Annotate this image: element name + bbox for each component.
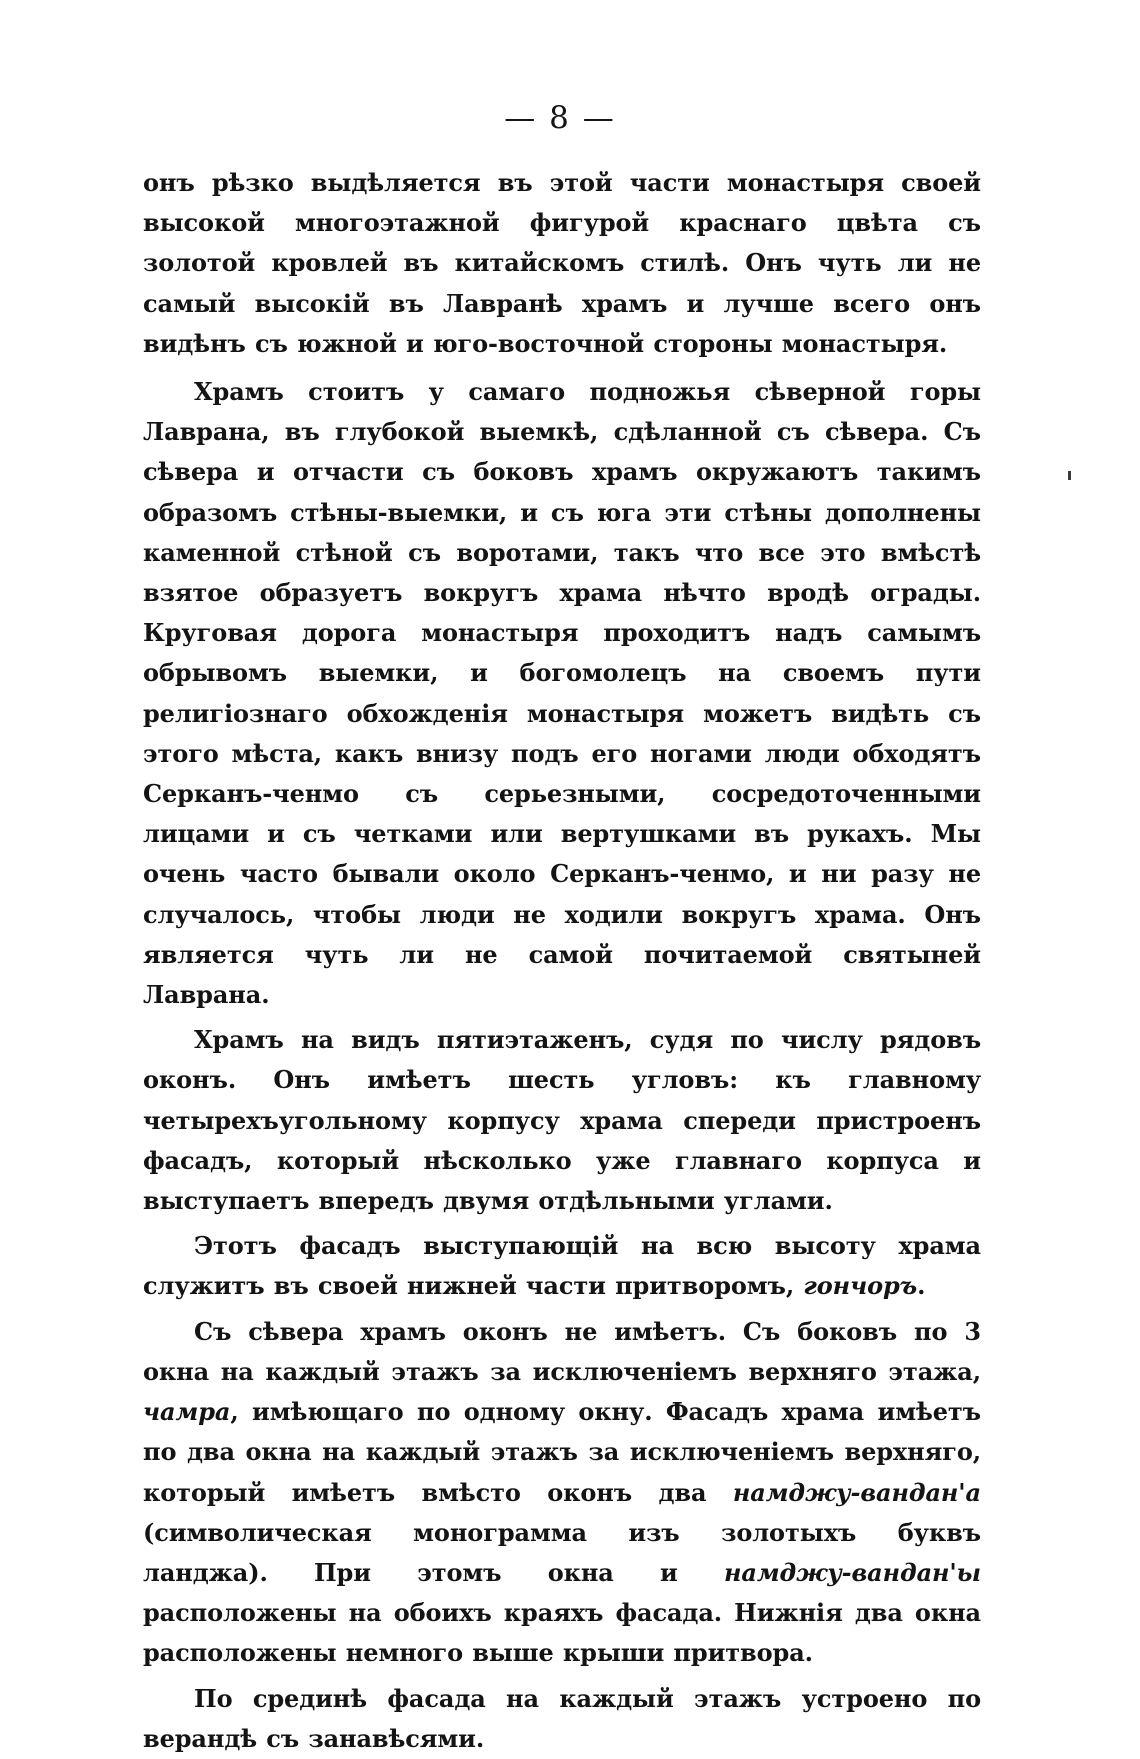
- paragraph-5-text-1: Съ сѣвера храмъ оконъ не имѣетъ. Съ боковъ по 3 окна на каждый этажъ за исключеніемъ верхняго этажа,: [143, 1316, 981, 1386]
- page-number: — 8 —: [504, 100, 616, 136]
- paragraph-1: онъ рѣзко выдѣляется въ этой части монастыря своей высокой многоэтажной фигурой краснаго цвѣта съ золотой кровлей въ китайскомъ стилѣ. Онъ чуть ли не самый высокій въ Лавранѣ храмъ и лучше всего онъ видѣнъ съ южной и юго-восточной стороны монастыря.: [143, 168, 981, 358]
- paragraph-5-text-4: расположены на обоихъ краяхъ фасада. Нижнія два окна расположены немного выше крыши притвора.: [143, 1598, 981, 1668]
- paragraph-6: По срединѣ фасада на каждый этажъ устроено по верандѣ съ занавѣсями.: [143, 1683, 981, 1753]
- paragraph-5: [143, 1312, 981, 1674]
- body-text: [143, 163, 981, 1759]
- paragraph-4: [143, 1226, 981, 1306]
- paragraph-5-text-2: , имѣющаго по одному окну. Фасадъ храма имѣетъ по два окна на каждый этажъ за исключеніемъ верхняго, который имѣетъ вмѣсто оконъ два: [143, 1397, 981, 1507]
- paragraph-2: Храмъ стоитъ у самаго подножья сѣверной горы Лаврана, въ глубокой выемкѣ, сдѣланной съ сѣвера. Съ сѣвера и отчасти съ боковъ храмъ окружаютъ такимъ образомъ стѣны-выемки, и съ юга эти стѣны дополнены каменной стѣной съ воротами, такъ что все это вмѣстѣ взятое образуетъ вокругъ храма нѣчто вродѣ ограды. Круговая дорога монастыря проходитъ надъ самымъ обрывомъ выемки, и богомолецъ на своемъ пути религіознаго обхожденія монастыря можетъ видѣть съ этого мѣста, какъ внизу подъ его ногами люди обходятъ Серканъ-ченмо съ серьезными, сосредоточенными лицами и съ четками или вертушками въ рукахъ. Мы очень часто бывали около Серканъ-ченмо, и ни разу не случалось, чтобы люди не ходили вокругъ храма. Онъ является чуть ли не самой почитаемой святыней Лаврана.: [143, 377, 981, 1010]
- term-chamra: чамра: [143, 1397, 231, 1427]
- paragraph-3: Храмъ на видъ пятиэтаженъ, судя по числу рядовъ оконъ. Онъ имѣетъ шесть угловъ: къ главному четырехъугольному корпусу храма спереди пристроенъ фасадъ, который нѣсколько уже главнаго корпуса и выступаетъ впередъ двумя отдѣльными углами.: [143, 1025, 981, 1216]
- term-goncho: гончоръ: [803, 1271, 918, 1301]
- term-namdzhu-vandan-a: намджу-вандан'а: [732, 1477, 981, 1507]
- paragraph-5-text-3: (символическая монограмма изъ золотыхъ буквъ ланджа). При этомъ окна и: [143, 1517, 981, 1587]
- scan-speck: [1068, 471, 1071, 480]
- paragraph-4-text: Этотъ фасадъ выступающій на всю высоту храма служитъ въ своей нижней части притворомъ,: [143, 1231, 981, 1301]
- term-namdzhu-vandan-y: намджу-вандан'ы: [723, 1557, 981, 1587]
- paragraph-4-end: .: [917, 1271, 926, 1301]
